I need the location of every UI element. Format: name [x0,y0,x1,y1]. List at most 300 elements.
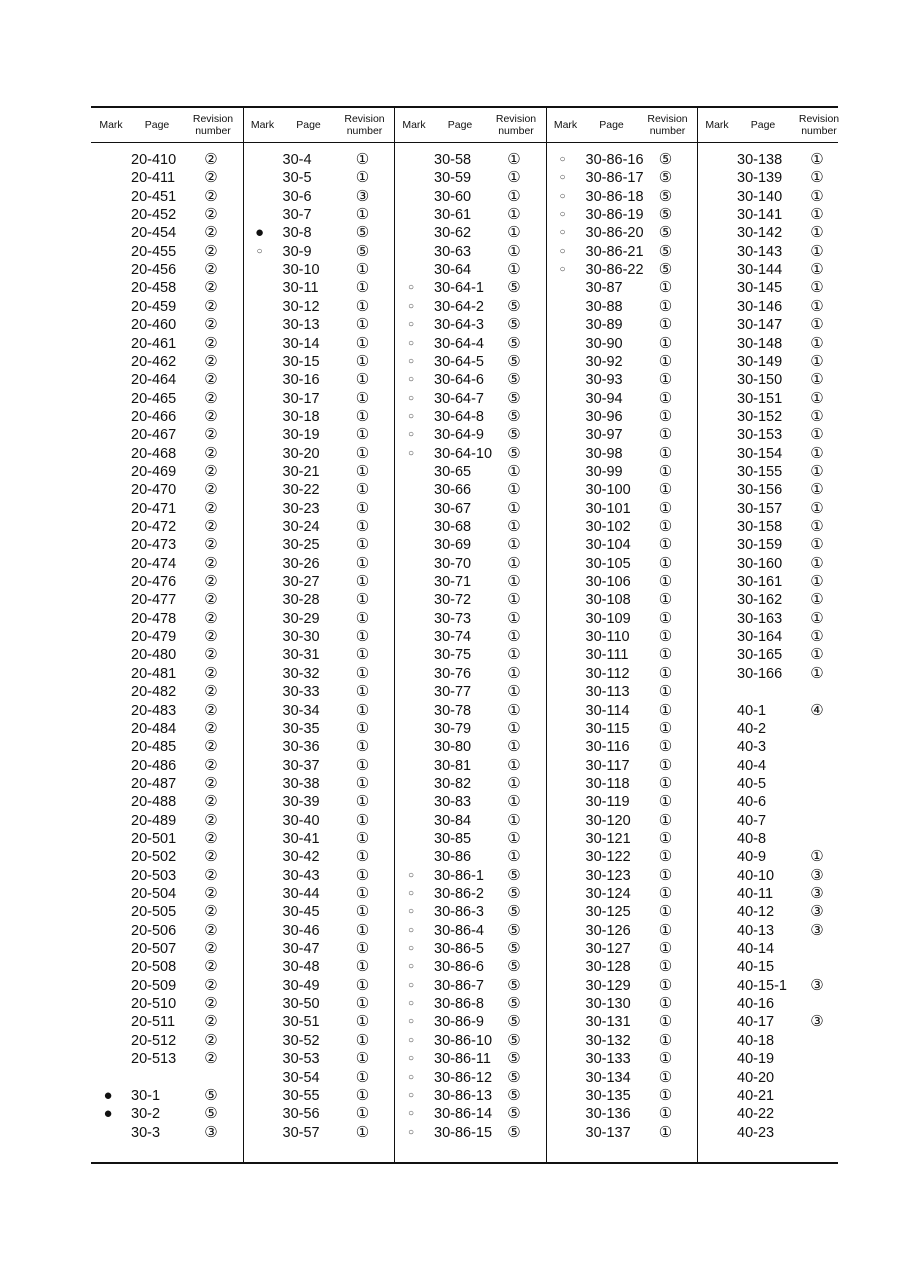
page-cell: 40-2 [737,720,767,737]
page-cell: 20-478 [131,610,177,627]
page-cell: 30-128 [585,959,631,976]
page-cell: 30-121 [585,830,631,847]
open-mark-icon: ○ [407,1016,415,1028]
mark-cell [93,555,123,573]
table-row [91,738,243,756]
table-row [697,1124,849,1142]
mark-cell [93,206,123,224]
page-cell: 20-506 [131,922,177,939]
page-cell: 30-140 [737,188,783,205]
revision-number-cell: ⑤ [507,976,521,994]
mark-cell [93,702,123,720]
page-cell: 30-139 [737,170,783,187]
mark-cell [245,720,275,738]
table-row [91,665,243,683]
revision-number-cell: ① [658,1068,673,1086]
mark-cell [548,665,578,683]
mark-cell [245,335,275,353]
page-cell: 20-468 [131,445,177,462]
page-cell: 30-69 [434,537,472,554]
table-row [243,536,395,554]
table-row [243,793,395,811]
revision-number-cell: ① [810,334,824,352]
mark-cell [93,335,123,353]
table-row [243,1105,395,1123]
page-cell: 30-86 [434,849,472,866]
mark-cell [93,243,123,261]
table-row [394,390,546,408]
revision-number-cell: ① [507,187,521,205]
revision-number-cell [805,775,829,793]
mark-cell [93,536,123,554]
table-row [697,151,849,169]
page-cell: 30-151 [737,390,783,407]
revision-number-cell: ② [204,334,218,352]
table-row [243,224,395,242]
revision-number-cell: ① [507,573,521,591]
page-cell: 30-34 [282,702,320,719]
revision-number-cell: ② [204,609,218,627]
table-row [546,316,698,334]
page-cell: 30-144 [737,262,783,279]
table-row [394,224,546,242]
table-row [697,610,849,628]
mark-cell [699,940,729,958]
revision-number-cell: ① [658,462,673,480]
page-cell: 30-115 [585,720,630,737]
revision-number-cell: ⑤ [507,995,521,1013]
open-mark-icon: ○ [407,1089,415,1101]
mark-cell [245,261,275,279]
revision-number-cell: ① [810,389,824,407]
revision-number-cell: ① [658,334,673,352]
table-row [394,1124,546,1142]
header-mark: Mark [402,119,426,131]
open-mark-icon: ○ [407,888,415,899]
mark-cell [699,830,729,848]
revision-number-cell: ① [810,444,824,462]
page-cell: 30-162 [737,592,783,609]
mark-cell [396,224,426,242]
table-row [91,169,243,187]
revision-number-cell [805,1105,829,1123]
mark-cell [548,445,578,463]
page-cell: 30-37 [282,757,320,774]
mark-cell [93,903,123,921]
mark-cell [396,702,426,720]
mark-cell [93,646,123,664]
revision-number-cell: ① [658,774,673,792]
page-cell: 20-469 [131,463,177,480]
revision-number-cell: ① [507,738,521,756]
revision-number-cell: ① [355,206,370,224]
table-row [243,628,395,646]
page-cell: 40-3 [737,739,767,756]
table-row [697,940,849,958]
table-row [546,665,698,683]
revision-number-cell: ① [810,187,824,205]
header-page: Page [599,119,624,131]
page-cell: 30-114 [585,702,630,719]
revision-number-cell: ① [355,297,370,315]
revision-number-cell: ① [658,995,673,1013]
mark-cell [548,335,578,353]
mark-cell [396,665,426,683]
revision-number-cell: ② [204,462,218,480]
page-cell: 30-11 [282,280,319,297]
revision-number-cell: ② [204,224,218,242]
revision-number-cell: ⑤ [204,1086,218,1104]
table-row [697,408,849,426]
page-cell: 30-137 [585,1124,631,1141]
page-cell: 30-154 [737,445,783,462]
revision-number-cell: ① [355,462,370,480]
revision-number-cell: ① [658,628,673,646]
table-row [91,573,243,591]
mark-cell [245,500,275,518]
table-row [394,426,546,444]
page-cell: 20-451 [131,188,177,205]
revision-number-cell: ② [204,481,218,499]
table-row [394,555,546,573]
table-row [697,757,849,775]
revision-number-cell: ① [355,352,370,370]
page-cell: 30-65 [434,463,472,480]
table-row [243,885,395,903]
revision-number-cell: ① [355,1013,370,1031]
mark-cell [548,757,578,775]
page-cell: 20-480 [131,647,177,664]
page-cell: 30-73 [434,610,472,627]
revision-number-cell: ① [355,279,370,297]
mark-cell [548,500,578,518]
page-cell: 30-12 [282,298,320,315]
page-cell: 30-84 [434,812,472,829]
revision-number-cell: ① [355,609,370,627]
mark-cell [699,1087,729,1105]
revision-number-cell: ② [204,573,218,591]
mark-cell [245,518,275,536]
revision-number-cell: ⑤ [507,940,521,958]
revision-number-cell: ① [507,242,521,260]
mark-cell [396,830,426,848]
page-cell: 20-481 [131,665,177,682]
revision-number-cell [805,940,829,958]
mark-cell [699,885,729,903]
page-cell: 20-464 [131,372,177,389]
revision-number-cell: ① [810,261,824,279]
page-cell: 30-110 [585,629,630,646]
revision-number-cell: ① [658,719,673,737]
page-cell: 30-79 [434,720,472,737]
mark-cell [245,793,275,811]
page-cell: 20-503 [131,867,177,884]
revision-number-cell: ① [507,756,521,774]
page-cell: 20-489 [131,812,177,829]
revision-number-cell: ① [355,903,370,921]
page-cell: 20-470 [131,482,177,499]
page-cell: 30-64-7 [434,390,484,407]
mark-cell [245,830,275,848]
page-cell: 30-26 [282,555,320,572]
table-row [91,775,243,793]
mark-cell [245,573,275,591]
page-cell: 30-4 [282,152,312,168]
table-row [546,555,698,573]
page-cell: 30-126 [585,922,631,939]
table-row [697,665,849,683]
mark-cell [548,812,578,830]
revision-number-cell: ③ [810,885,824,902]
mark-cell [93,1069,123,1087]
mark-cell [548,922,578,940]
mark-cell [245,591,275,609]
revision-number-cell: ② [204,995,218,1013]
mark-cell [548,555,578,573]
mark-cell [245,169,275,187]
page-cell: 30-125 [585,904,631,921]
revision-number-cell: ② [204,866,218,884]
page-cell: 30-86-14 [434,1106,493,1123]
page-cell: 30-156 [737,482,783,499]
mark-cell [245,445,275,463]
header-revision-line1: Revision [344,113,385,125]
revision-number-cell: ① [507,536,521,554]
table-row [546,188,698,206]
mark-cell [548,1087,578,1105]
page-cell: 30-15 [282,353,320,370]
table-row [546,793,698,811]
mark-cell [548,353,578,371]
revision-number-cell: ① [810,664,824,682]
table-row [243,830,395,848]
page-cell: 30-141 [737,207,783,224]
mark-cell [93,390,123,408]
page-cell: 30-152 [737,408,783,425]
revision-number-cell: ② [204,169,218,187]
mark-cell [93,793,123,811]
mark-cell [699,536,729,554]
table-row [394,169,546,187]
page-cell: 30-62 [434,225,472,242]
table-row [546,885,698,903]
table-row [697,628,849,646]
page-cell: 30-145 [737,280,783,297]
revision-number-cell: ① [658,756,673,774]
revision-number-cell [805,720,829,738]
mark-cell [548,316,578,334]
page-cell: 20-507 [131,941,177,958]
mark-cell [245,683,275,701]
mark-cell [548,702,578,720]
mark-cell [396,500,426,518]
table-row [394,188,546,206]
mark-cell [699,353,729,371]
table-row [91,536,243,554]
revision-number-cell: ① [507,499,521,517]
page-cell: 30-2 [131,1106,161,1123]
page-cell: 30-64-3 [434,317,484,334]
page-cell: 30-17 [282,390,320,407]
page-cell: 30-119 [585,794,630,811]
table-row [697,169,849,187]
revision-number-cell: ⑤ [507,1123,521,1141]
table-row [243,426,395,444]
table-row [394,793,546,811]
table-row [546,390,698,408]
revision-number-cell: ② [204,261,218,279]
mark-cell [396,757,426,775]
table-row [697,683,849,701]
mark-cell [699,261,729,279]
mark-cell [396,720,426,738]
table-row [243,591,395,609]
revision-number-cell: ⑤ [355,242,370,260]
page-cell: 30-149 [737,353,783,370]
page-cell: 30-86-2 [434,886,484,902]
revision-number-cell: ① [355,1123,370,1141]
header-mark: Mark [705,119,729,131]
page-cell: 30-64-6 [434,372,484,389]
revision-number-cell: ① [658,389,673,407]
table-row [394,591,546,609]
page-cell: 30-98 [585,445,623,462]
revision-number-cell: ② [204,885,218,902]
mark-cell [245,371,275,389]
page-cell: 20-411 [131,170,176,187]
table-row [546,775,698,793]
table-row [243,316,395,334]
table-row [91,646,243,664]
mark-cell [548,463,578,481]
mark-cell [93,353,123,371]
table-row [546,903,698,921]
revision-number-cell: ① [355,664,370,682]
table-row [394,830,546,848]
page-cell: 30-143 [737,243,783,260]
mark-cell [699,1069,729,1087]
revision-number-cell: ② [204,921,218,939]
open-mark-icon: ○ [407,319,415,331]
revision-number-cell: ② [204,701,218,719]
page-cell: 30-20 [282,445,320,462]
page-cell: 30-99 [585,463,623,480]
page-cell: 40-15-1 [737,977,787,994]
revision-number-cell: ① [355,738,370,756]
page-cell: 30-32 [282,665,320,682]
open-mark-icon: ○ [407,943,415,955]
revision-number-cell: ① [355,316,370,334]
mark-cell [548,793,578,811]
revision-number-cell: ② [204,903,218,921]
revision-number-cell: ③ [810,903,824,921]
revision-number-cell: ⑤ [507,279,521,297]
open-mark-icon: ○ [559,154,566,165]
revision-number-cell: ① [658,609,673,627]
revision-number-cell: ② [204,1031,218,1049]
revision-number-cell: ⑤ [507,903,521,921]
table-row [394,518,546,536]
table-row [394,1032,546,1050]
table-row [394,536,546,554]
page-cell: 20-508 [131,959,177,976]
table-row [546,243,698,261]
page-cell: 30-75 [434,647,472,664]
mark-cell [548,903,578,921]
revision-number-cell: ⑤ [658,224,673,242]
page-cell: 30-101 [585,500,631,517]
revision-number-cell: ① [355,499,370,517]
mark-cell [396,481,426,499]
revision-number-cell: ② [204,352,218,370]
open-mark-icon: ○ [256,245,263,257]
table-row [243,1087,395,1105]
revision-number-cell: ③ [810,921,824,939]
revision-number-cell: ② [204,646,218,664]
table-row [697,1050,849,1068]
table-row [546,848,698,866]
revision-number-cell: ⑤ [507,316,521,334]
page-cell: 30-31 [282,647,320,664]
revision-number-cell: ① [507,206,521,224]
mark-cell [93,977,123,995]
table-row [546,573,698,591]
page-cell: 20-454 [131,225,177,242]
mark-cell [93,1032,123,1050]
page-cell: 30-23 [282,500,320,517]
page-cell: 30-90 [585,335,623,352]
mark-cell [93,1050,123,1068]
table-row [91,683,243,701]
table-row [91,830,243,848]
revision-number-cell: ① [507,811,521,829]
table-row [697,848,849,866]
mark-cell [396,628,426,646]
page-cell: 30-157 [737,500,783,517]
revision-number-cell: ① [810,499,824,517]
open-mark-icon: ○ [407,961,415,973]
mark-cell [699,1032,729,1050]
page-cell: 40-12 [737,904,775,921]
table-row [394,738,546,756]
page-cell: 40-9 [737,849,767,866]
table-row [697,206,849,224]
table-row [91,335,243,353]
open-mark-icon: ○ [407,906,415,918]
table-row [243,481,395,499]
revision-number-cell: ⑤ [658,151,673,168]
header-revision-line1: Revision [495,113,537,125]
revision-number-cell: ⑤ [658,169,673,187]
mark-cell [245,353,275,371]
page-cell: 30-55 [282,1087,320,1104]
page-cell: 30-136 [585,1106,631,1123]
table-row [91,261,243,279]
header-revision-number [339,108,391,142]
revision-number-cell: ③ [810,1013,824,1031]
table-row [697,903,849,921]
revision-number-cell: ① [355,1031,370,1049]
table-row [243,298,395,316]
table-row [394,995,546,1013]
revision-number-cell: ① [355,866,370,884]
revision-number-cell: ① [507,793,521,811]
revision-number-cell: ① [810,279,824,297]
mark-cell [396,610,426,628]
page-cell: 30-41 [282,830,320,847]
header-revision-number [490,108,542,142]
table-row [394,279,546,297]
